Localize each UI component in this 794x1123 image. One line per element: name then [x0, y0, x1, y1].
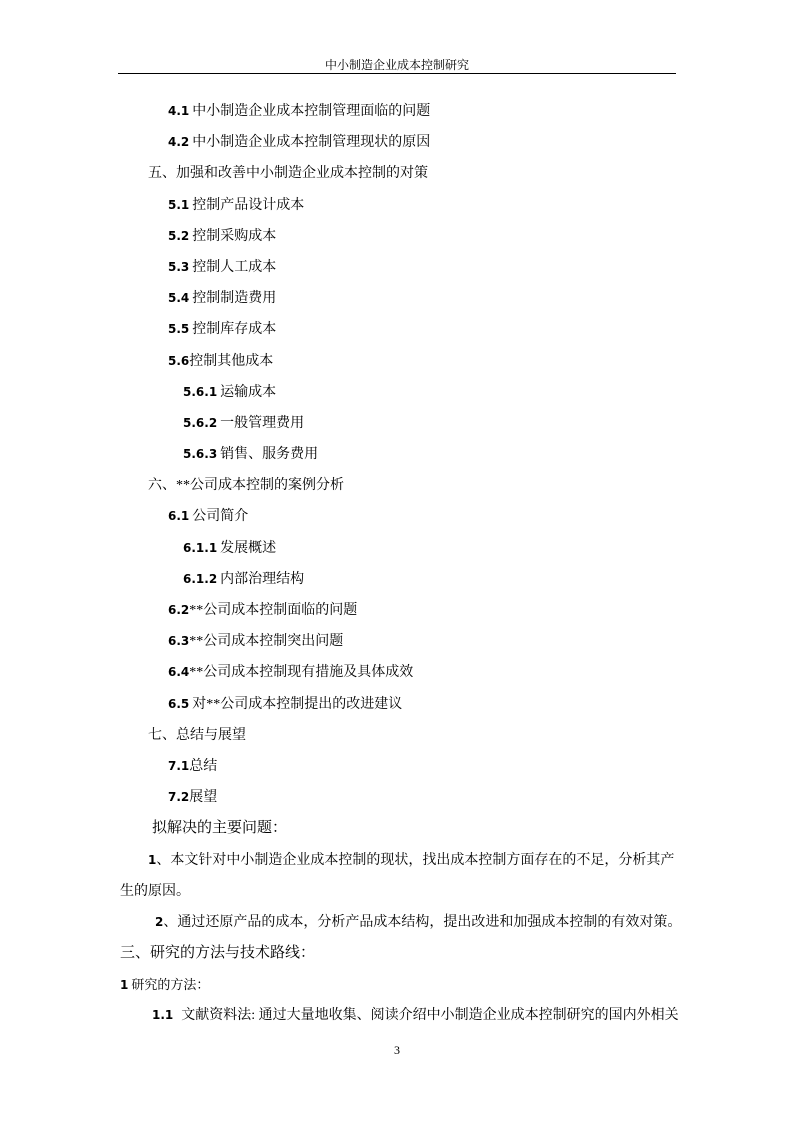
page-number: 3	[394, 1043, 400, 1057]
outline-item-5-6-1	[0, 377, 794, 408]
outline-section-6	[0, 470, 794, 501]
outline-section-heading: 六、**公司成本控制的案例分析	[148, 478, 344, 494]
outline-item-6-1-1	[0, 533, 794, 564]
outline-item-4-2	[0, 127, 794, 158]
outline-item-5-3	[0, 252, 794, 283]
outline-text: 公司简介	[192, 509, 249, 525]
outline-number: 6.1	[168, 509, 190, 524]
outline-number: 5.1	[168, 197, 190, 212]
outline-item-6-5	[0, 689, 794, 720]
outline-number: 6.2	[168, 603, 190, 617]
outline-item-6-4	[0, 657, 794, 688]
outline-text: 控制人工成本	[192, 259, 277, 275]
outline-item-5-6-2	[0, 408, 794, 439]
outline-text: 控制制造费用	[192, 291, 277, 307]
outline-number: 4.2	[168, 135, 190, 150]
problems-heading: 拟解决的主要问题：	[152, 820, 288, 837]
outline-text: 中小制造企业成本控制管理现状的原因	[192, 135, 431, 151]
problem-text: 、通过还原产品的成本，分析产品成本结构，提出改进和加强成本控制的有效对策。	[163, 914, 682, 930]
outline-text: 控制库存成本	[192, 322, 277, 338]
outline-section-5	[0, 158, 794, 189]
outline-number: 5.2	[168, 228, 190, 243]
problem-item-1-line-2: 生的原因。	[120, 883, 190, 899]
outline-item-5-4	[0, 283, 794, 314]
methods-subheading-text: 研究的方法：	[131, 977, 210, 993]
outline-number: 7.2	[168, 790, 190, 805]
methods-subheading-number: 1	[120, 978, 129, 993]
methods-subheading	[0, 969, 794, 1000]
outline-number: 5.4	[168, 291, 190, 306]
outline-number: 6.1.2	[183, 571, 218, 586]
outline-item-5-6-3	[0, 439, 794, 470]
outline-text: 运输成本	[220, 384, 277, 400]
outline-number: 5.6.2	[183, 415, 218, 430]
outline-item-7-1	[0, 751, 794, 782]
outline-text: **公司成本控制面临的问题	[189, 603, 358, 618]
outline-text: 总结	[189, 758, 218, 774]
outline-item-6-1-2	[0, 564, 794, 595]
method-number: 1.1	[152, 1008, 174, 1023]
outline-number: 7.1	[168, 758, 190, 773]
problem-item-2	[0, 907, 794, 938]
outline-item-6-3	[0, 626, 794, 657]
outline-text: **公司成本控制现有措施及具体成效	[189, 665, 414, 681]
outline-text: 销售、服务费用	[220, 447, 319, 463]
page-body	[0, 96, 794, 1032]
outline-number: 5.6.3	[183, 447, 218, 462]
outline-item-6-1	[0, 501, 794, 532]
outline-number: 5.6.1	[183, 384, 218, 399]
outline-number: 6.5	[168, 696, 190, 711]
outline-item-7-2	[0, 782, 794, 813]
outline-number: 6.1.1	[183, 540, 218, 555]
outline-text: 控制其他成本	[189, 353, 274, 369]
outline-number: 4.1	[168, 104, 190, 118]
outline-number: 5.3	[168, 259, 190, 274]
outline-text: 中小制造企业成本控制管理面临的问题	[192, 104, 431, 119]
outline-number: 5.5	[168, 322, 190, 337]
outline-section-heading: 五、加强和改善中小制造企业成本控制的对策	[148, 166, 428, 182]
problem-item-1-line-1	[0, 845, 794, 876]
outline-item-5-2	[0, 221, 794, 252]
outline-number: 6.4	[168, 665, 190, 680]
outline-item-5-5	[0, 314, 794, 345]
outline-number: 5.6	[168, 353, 190, 368]
header-rule	[118, 73, 676, 74]
problem-number: 1	[148, 852, 157, 867]
problem-number: 2	[155, 914, 164, 929]
outline-text: 展望	[189, 790, 218, 806]
methods-heading: 三、研究的方法与技术路线：	[120, 945, 316, 962]
outline-section-heading: 七、总结与展望	[148, 727, 246, 743]
outline-text: 控制产品设计成本	[192, 197, 305, 213]
outline-text: 发展概述	[220, 540, 277, 556]
outline-text: 一般管理费用	[220, 415, 305, 431]
outline-item-4-1	[0, 96, 794, 127]
running-header-title: 中小制造企业成本控制研究	[324, 58, 469, 72]
outline-text: **公司成本控制突出问题	[189, 634, 344, 650]
outline-number: 6.3	[168, 634, 190, 649]
outline-text: 内部治理结构	[220, 571, 305, 587]
outline-text: 控制采购成本	[192, 228, 277, 244]
outline-section-7	[0, 720, 794, 751]
outline-item-5-6	[0, 346, 794, 377]
outline-item-5-1	[0, 190, 794, 221]
problem-text: 、本文针对中小制造企业成本控制的现状，找出成本控制方面存在的不足，分析其产	[156, 852, 675, 868]
outline-item-6-2	[0, 595, 794, 626]
outline-text: 对**公司成本控制提出的改进建议	[192, 696, 403, 712]
method-text: 文献资料法: 通过大量地收集、阅读介绍中小制造企业成本控制研究的国内外相关	[181, 1008, 679, 1024]
method-item-1-1	[0, 1000, 794, 1031]
